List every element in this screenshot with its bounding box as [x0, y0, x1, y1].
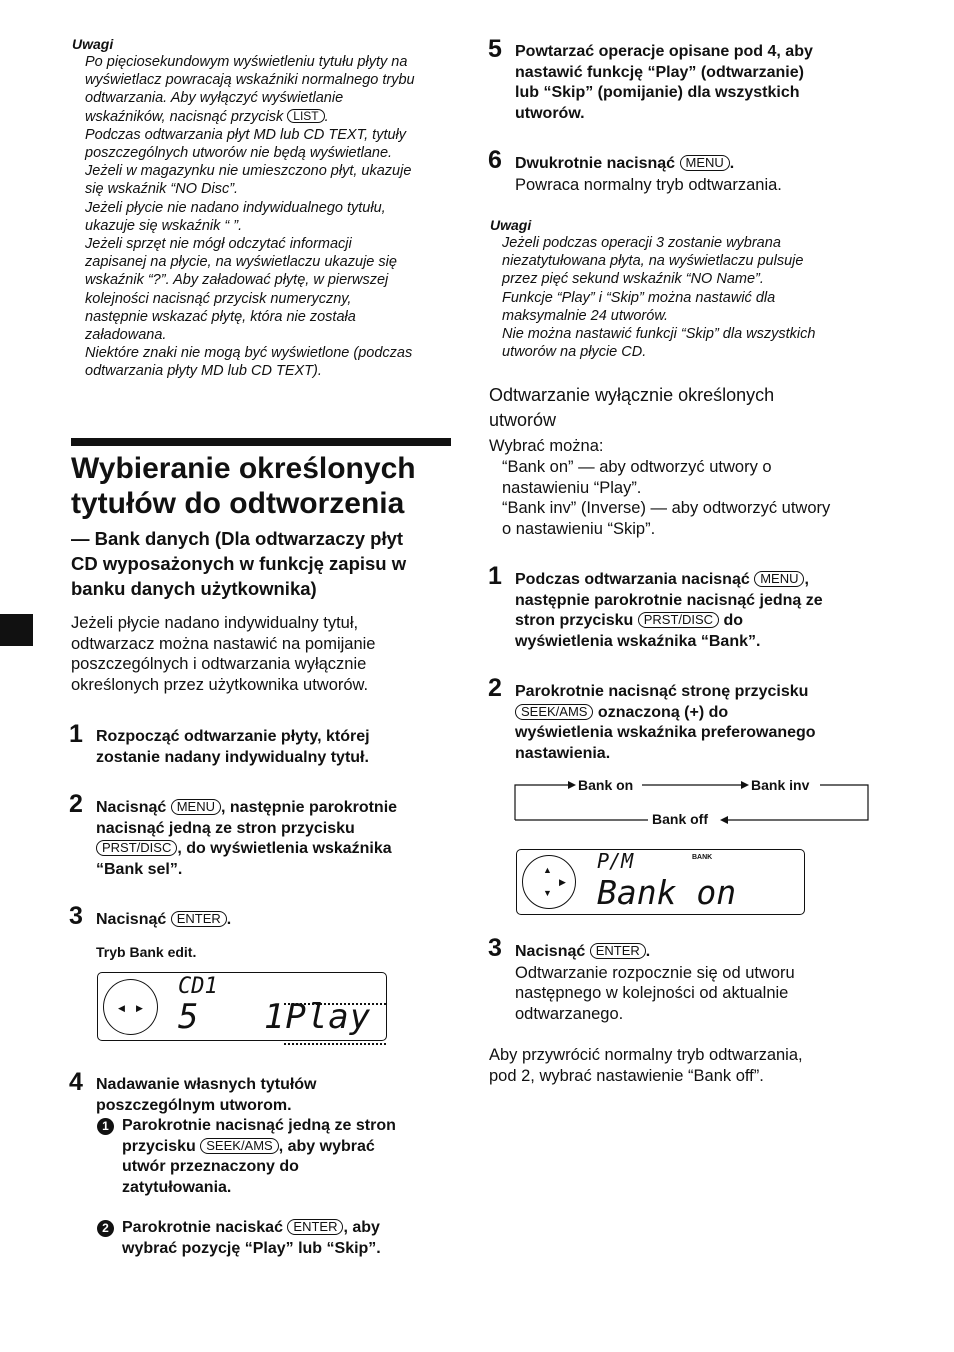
notes-block: Jeżeli podczas operacji 3 zostanie wybrana niezatytułowana płyta, na wyświetlaczu pulsuje przez pięć sekund wskaźnik “NO Name”. Funkcje “Play” i “Skip” można nastawić dla maksymalnie 24 utworów. Nie można nastawić funkcji “Skip” dla wszystkich utworów na płycie CD. [502, 235, 816, 361]
menu-button[interactable]: MENU [680, 155, 730, 171]
prst-disc-button[interactable]: PRST/DISC [96, 840, 177, 856]
menu-button[interactable]: MENU [171, 799, 221, 815]
substep-2-badge: 2 [97, 1220, 114, 1237]
step-number: 4 [69, 1068, 83, 1096]
list-button[interactable]: LIST [287, 109, 324, 123]
substep-1-badge: 1 [97, 1118, 114, 1135]
section-heading: Wybieranie określonych tytułów do odtworzenia [71, 452, 416, 520]
step-number: 1 [69, 720, 83, 748]
bank-step-1-text: Podczas odtwarzania nacisnąć MENU , następnie parokrotnie nacisnąć jedną ze stron przycisku PRST/DISC do wyświetlenia wskaźnika “Bank”. [515, 571, 823, 650]
lcd-top-text: CD1 [178, 974, 218, 999]
bank-step-2-text: Parokrotnie nacisnąć stronę przycisku SEEK/AMS oznaczoną (+) do wyświetlenia wskaźnika preferowanego nastawienia. [515, 683, 816, 762]
nav-dial-icon: ▲ ▼ ▶ [522, 855, 576, 909]
step-number: 2 [488, 674, 502, 702]
step-3-text: Nacisnąć ENTER . [96, 911, 232, 928]
intro-text: Jeżeli płycie nadano indywidualny tytuł, odtwarzacz można nastawić na pomijanie poszczególnych i odtwarzania wyłącznie określonych przez użytkownika utworów. [71, 614, 376, 694]
final-paragraph: Aby przywrócić normalny tryb odtwarzania, pod 2, wybrać nastawienie “Bank off”. [489, 1046, 803, 1085]
lcd-display-bank-edit [97, 972, 387, 1041]
page-tab-marker [0, 614, 33, 646]
blink-indicator [284, 1003, 386, 1045]
note-title: Uwagi [72, 36, 114, 52]
lcd-bottom-text: 5 1Play [178, 997, 372, 1037]
step-number: 6 [488, 146, 502, 174]
flow-bank-off: Bank off [652, 811, 708, 827]
substep-1-text: Parokrotnie nacisnąć jedną ze stron przycisku SEEK/AMS , aby wybrać utwór przeznaczony do zatytułowania. [122, 1117, 396, 1196]
flow-bank-inv: Bank inv [751, 777, 810, 793]
step-number: 3 [488, 934, 502, 962]
subsection-heading: Odtwarzanie wyłącznie określonych utworów [489, 385, 775, 430]
seek-ams-button[interactable]: SEEK/AMS [200, 1138, 278, 1154]
flow-bank-on: Bank on [578, 777, 634, 793]
seek-ams-button[interactable]: SEEK/AMS [515, 704, 593, 720]
choose-label: Wybrać można: [489, 437, 604, 455]
step-1-text: Rozpocząć odtwarzanie płyty, której zostanie nadany indywidualny tytuł. [96, 728, 370, 766]
step-5-text: Powtarzać operacje opisane pod 4, aby nastawić funkcję “Play” (odtwarzanie) lub “Skip” (pomijanie) dla wszystkich utworów. [515, 43, 813, 122]
step-4-text: Nadawanie własnych tytułów poszczególnym utworom. [96, 1076, 317, 1114]
lcd-top-text: P/M [597, 849, 634, 873]
enter-button[interactable]: ENTER [287, 1219, 343, 1235]
enter-button[interactable]: ENTER [590, 943, 646, 959]
notes-block: Po pięciosekundowym wyświetleniu tytułu płyty na wyświetlacz powracają wskaźniki normalnego trybu odtwarzania. Aby wyłączyć wyświetlanie wskaźników, nacisnąć przycisk LIST . Podczas odtwarzania płyt MD lub CD TEXT, tytuły poszczególnych utworów nie będą wyświetlane. Jeżeli w magazynku nie umieszczono płyt, ukazuje się wskaźnik “NO Disc”. Jeżeli płycie nie nadano indywidualnego tytułu, ukazuje się wskaźnik “ ”. Jeżeli sprzęt nie mógł odczytać informacji zapisanej na płycie, na wyświetlaczu ukazuje się wskaźnik “?”. Aby załadować płytę, w pierwszej kolejności nacisnąć przycisk numeryczny, następnie wskazać płytę, która nie została załadowana. Niektóre znaki nie mogą być wyświetlone (podczas odtwarzania płyty MD lub CD TEXT). [85, 54, 415, 380]
enter-button[interactable]: ENTER [171, 911, 227, 927]
step-number: 2 [69, 790, 83, 818]
step-number: 5 [488, 35, 502, 63]
prst-disc-button[interactable]: PRST/DISC [638, 612, 719, 628]
nav-dial-icon: ◀ ▶ [103, 979, 158, 1035]
lcd-bottom-text: Bank on [597, 873, 737, 912]
substep-2-text: Parokrotnie naciskać ENTER , aby wybrać pozycję “Play” lub “Skip”. [122, 1219, 381, 1257]
options-list: “Bank on” — aby odtworzyć utwory o nastawieniu “Play”. “Bank inv” (Inverse) — aby odtworzyć utwory o nastawieniu “Skip”. [502, 458, 831, 538]
step-number: 1 [488, 562, 502, 590]
menu-button[interactable]: MENU [754, 571, 804, 587]
step-number: 3 [69, 902, 83, 930]
bank-indicator: BANK [692, 854, 713, 861]
section-subheading: — Bank danych (Dla odtwarzaczy płyt CD wyposażonych w funkcję zapisu w banku danych użytkownika) [71, 528, 407, 599]
bank-cycle-diagram [514, 776, 870, 827]
bank-step-3-text: Nacisnąć ENTER . Odtwarzanie rozpocznie się od utworu następnego w kolejności od aktualnie odtwarzanego. [515, 943, 795, 1023]
note-title: Uwagi [490, 217, 532, 233]
step-3-subtitle: Tryb Bank edit. [96, 944, 197, 960]
step-2-text: Nacisnąć MENU , następnie parokrotnie nacisnąć jedną ze stron przycisku PRST/DISC , do wyświetlenia wskaźnika “Bank sel”. [96, 799, 398, 878]
lcd-display-bank-on [516, 849, 805, 915]
heading-rule [71, 438, 451, 446]
step-6-text: Dwukrotnie nacisnąć MENU . Powraca normalny tryb odtwarzania. [515, 155, 782, 194]
